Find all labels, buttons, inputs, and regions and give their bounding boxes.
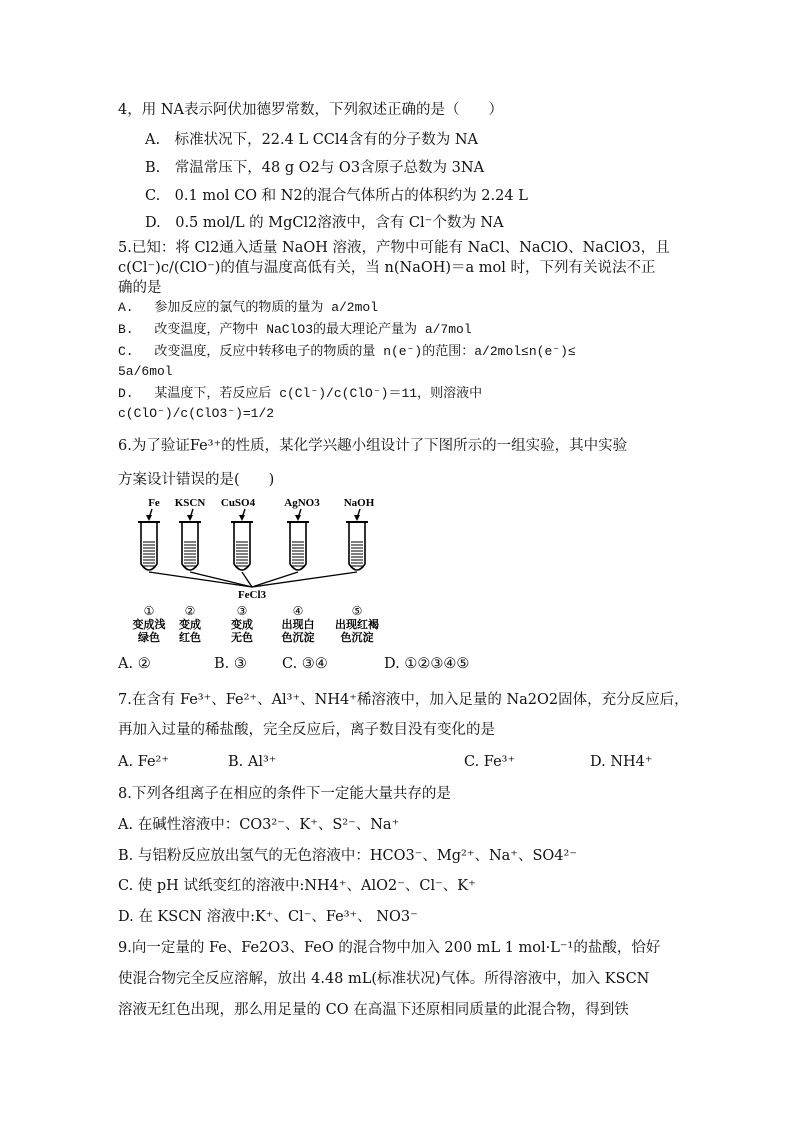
tube-number-2: ② <box>184 604 196 618</box>
result-4-line-2: 色沉淀 <box>281 631 315 644</box>
result-2-line-1: 变成 <box>179 618 201 631</box>
q7-option-c: C. Fe³⁺ <box>464 754 516 770</box>
result-3-line-1: 变成 <box>231 618 253 631</box>
dropper-tip-1 <box>146 515 152 521</box>
q8-option-d: D. 在 KSCN 溶液中:K⁺、Cl⁻、Fe³⁺、 NO3⁻ <box>118 909 418 925</box>
q5-option-c-1: C. 改变温度，反应中转移电子的物质的量 n(e⁻)的范围：a/2mol≤n(e⁻)≤ <box>118 344 576 359</box>
tube-number-4: ④ <box>292 604 304 618</box>
dropper-tip-2 <box>187 515 193 521</box>
reagent-label-cuso4: CuSO4 <box>220 497 256 509</box>
q5-option-d-1: D. 某温度下，若反应后 c(Cl⁻)/c(ClO⁻)＝11，则溶液中 <box>118 386 483 401</box>
q8-stem: 8.下列各组离子在相应的条件下一定能大量共存的是 <box>118 786 451 802</box>
tube-number-3: ③ <box>236 604 248 618</box>
result-1-line-1: 变成浅 <box>132 618 166 631</box>
test-tube-figure <box>112 494 402 644</box>
reagent-label-naoh: NaOH <box>343 497 375 509</box>
q5-option-d-2: c(ClO⁻)/c(ClO3⁻)=1/2 <box>118 406 275 421</box>
dropper-tip-3 <box>239 515 245 521</box>
q4-option-d: D. 0.5 mol/L 的 MgCl2溶液中，含有 Cl⁻个数为 NA <box>145 215 504 231</box>
connector-line-4 <box>252 572 298 587</box>
q5-line-1: 5.已知：将 Cl2通入适量 NaOH 溶液，产物中可能有 NaCl、NaClO、NaClO3，且 <box>118 240 670 256</box>
q9-line-2: 使混合物完全反应溶解，放出 4.48 mL(标准状况)气体。所得溶液中，加入 KSCN <box>118 971 650 987</box>
q6-options <box>118 654 469 674</box>
q7-line-2: 再加入过量的稀盐酸，完全反应后，离子数目没有变化的是 <box>118 722 495 738</box>
q5-line-2: c(Cl⁻)c/(ClO⁻)的值与温度高低有关，当 n(NaOH)＝a mol 时，下列有关说法不正 <box>118 260 656 276</box>
result-2-line-2: 红色 <box>179 631 201 644</box>
q4-option-b: B. 常温常压下，48 g O2与 O3含原子总数为 3NA <box>145 160 485 176</box>
q9-line-3: 溶液无红色出现，那么用足量的 CO 在高温下还原相同质量的此混合物，得到铁 <box>118 1002 629 1018</box>
q6-option-c: C. ③④ <box>282 656 328 672</box>
reagent-label-fe: Fe <box>148 497 160 509</box>
q7-option-b: B. Al³⁺ <box>228 754 277 770</box>
q6-option-b: B. ③ <box>214 656 247 672</box>
q6-line-2: 方案设计错误的是( ) <box>118 472 275 488</box>
result-4-line-1: 出现白 <box>281 618 315 631</box>
q6-option-d: D. ①②③④⑤ <box>384 656 470 672</box>
result-1-line-2: 绿色 <box>138 631 160 644</box>
q6-line-1: 6.为了验证Fe³⁺的性质，某化学兴趣小组设计了下图所示的一组实验，其中实验 <box>118 438 628 454</box>
q8-option-b: B. 与铝粉反应放出氢气的无色溶液中：HCO3⁻、Mg²⁺、Na⁺、SO4²⁻ <box>118 848 577 864</box>
q5-option-c-2: 5a/6mol <box>118 364 173 379</box>
q5-line-3: 确的是 <box>118 280 162 296</box>
result-5-line-1: 出现红褐 <box>335 618 379 631</box>
q7-option-d: D. NH4⁺ <box>590 754 653 770</box>
q8-option-c: C. 使 pH 试纸变红的溶液中:NH4⁺、AlO2⁻、Cl⁻、K⁺ <box>118 878 476 894</box>
tube-number-5: ⑤ <box>351 604 363 618</box>
reagent-label-agno3: AgNO3 <box>284 497 320 509</box>
q5-option-b: B. 改变温度，产物中 NaClO3的最大理论产量为 a/7mol <box>118 322 472 337</box>
q7-option-a: A. Fe²⁺ <box>118 754 170 770</box>
q4-stem: 4，用 NA表示阿伏加德罗常数，下列叙述正确的是（ ） <box>118 102 503 118</box>
q8-option-a: A. 在碱性溶液中：CO3²⁻、K⁺、S²⁻、Na⁺ <box>118 817 400 833</box>
q7-line-1: 7.在含有 Fe³⁺、Fe²⁺、Al³⁺、NH4⁺稀溶液中，加入足量的 Na2O2固体，充分反应后， <box>118 692 689 708</box>
q9-line-1: 9.向一定量的 Fe、Fe2O3、FeO 的混合物中加入 200 mL 1 mol·L⁻¹的盐酸，恰好 <box>118 940 661 956</box>
q7-options <box>118 752 653 772</box>
q5-option-a: A. 参加反应的氯气的物质的量为 a/2mol <box>118 300 379 315</box>
connector-line-5 <box>252 572 357 587</box>
result-3-line-2: 无色 <box>231 631 253 644</box>
reagent-label-kscn: KSCN <box>174 497 206 509</box>
dropper-tip-4 <box>295 515 301 521</box>
dropper-tip-5 <box>354 515 360 521</box>
q4-option-c: C. 0.1 mol CO 和 N2的混合气体所占的体积约为 2.24 L <box>145 188 528 204</box>
result-5-line-2: 色沉淀 <box>340 631 374 644</box>
tube-number-1: ① <box>143 604 155 618</box>
q4-option-a: A. 标准状况下，22.4 L CCl4含有的分子数为 NA <box>145 132 479 148</box>
fecl3-label: FeCl3 <box>237 589 267 601</box>
q6-option-a: A. ② <box>118 656 151 672</box>
